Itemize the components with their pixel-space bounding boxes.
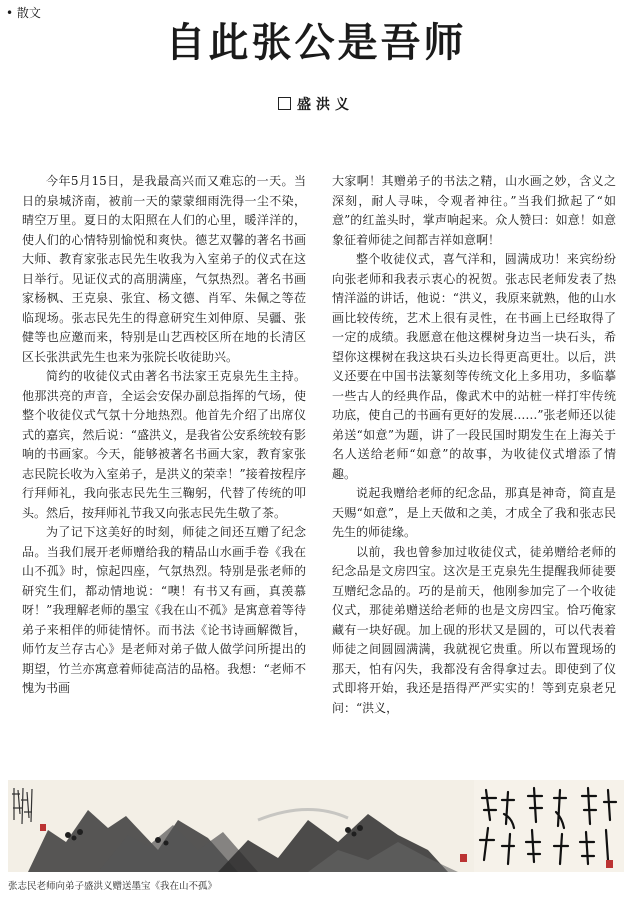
- paragraph: 以前，我也曾参加过收徒仪式，徒弟赠给老师的纪念品是文房四宝。这次是王克泉先生提醒我师徒要互赠纪念品的。巧的是前天，他刚参加完了一个收徒仪式，那徒弟赠送给老师的也是文房四宝。恰巧俺家藏有一块好砚。加上砚的形状又是圆的，可以代表着师徒之间圆圆满满，我就视它贵重。所以布置现场的那天，怕有闪失，我都没有舍得拿过去。即使到了仪式即将开始，我还是捂得严严实实的！等到克泉老兄问：“洪义，: [332, 544, 616, 715]
- paragraph: 大家啊！其赠弟子的书法之精，山水画之妙，含义之深刻，耐人寻味，令观者神往。”当我们掀起了“如意”的红盖头时，掌声响起来。众人赞曰：如意！如意象征着师徒之间都吉祥如意啊！: [332, 174, 616, 247]
- paragraph: 说起我赠给老师的纪念品，那真是神奇，简直是天赐“如意”，是上天做和之美，才成全了我和张志民先生的师徒缘。: [332, 486, 616, 539]
- paragraph: 为了记下这美好的时刻，师徒之间还互赠了纪念品。当我们展开老师赠给我的精品山水画手卷《我在山不孤》时，惊起四座，气氛热烈。特别是张老师的研究生们，都动情地说：“噢！有书又有画，真羡慕呀！”我理解老师的墨宝《我在山不孤》是寓意着等待弟子来相伴的师徒情怀。而书法《论书诗画解微旨，师竹友兰存古心》是老师对弟子做人做学问所提出的期望，竹兰亦寓意着师徒高洁的品格。我想：“老师不愧为书画: [22, 525, 306, 695]
- image-caption: 张志民老师向弟子盛洪义赠送墨宝《我在山不孤》: [8, 881, 218, 892]
- byline-square-icon: [278, 97, 291, 110]
- author-name: 盛洪义: [297, 97, 354, 113]
- paragraph: 今年5月15日，是我最高兴而又难忘的一天。当日的泉城济南，被前一天的蒙蒙细雨洗得一尘不染，晴空万里。夏日的太阳照在人们的心里，暖洋洋的，使人们的心情特别愉悦和爽快。德艺双馨的著名书画大师、教育家张志民先生收我为入室弟子的仪式在这日举行。见证仪式的高朋满座，气氛热烈。著名书画家杨枫、王克泉、张宜、杨文德、肖军、朱佩之等莅临现场。张志民先生的得意研究生刘伸原、吴疆、张健等也应邀而来，特别是山艺西校区所在地的长清区区长张洪武先生也来为张院长收徒助兴。: [22, 174, 306, 364]
- artwork-image: [8, 780, 624, 872]
- paragraph: 简约的收徒仪式由著名书法家王克泉先生主持。他那洪亮的声音，全运会安保办副总指挥的气场，使整个收徒仪式气氛十分地热烈。他首先介绍了出席仪式的嘉宾，然后说：“盛洪义，是我省公安系统较有影响的书画家。今天，能够被著名书画大家，教育家张志民院长收为入室弟子，是洪义的荣幸！”接着按程序行拜师礼，我向张志民先生三鞠躬，代替了传统的叩头。然后，按拜师礼节我又向张志民先生敬了茶。: [22, 369, 306, 520]
- section-label: • 散文: [6, 6, 41, 20]
- article-title: 自此张公是吾师: [165, 19, 467, 66]
- landscape-scroll-painting: [8, 780, 624, 872]
- paragraph: 整个收徒仪式，喜气洋和，圆满成功！来宾纷纷向张老师和我表示衷心的祝贺。张志民老师发表了热情洋溢的讲话，他说：“洪义，我原来就熟，他的山水画比较传统，艺术上很有灵性，在书画上已经取得了一定的成绩。我愿意在他这棵树身边当一块石头，希望你这棵树在我这块石头边长得更高更壮。以后，洪义还要在中国书法篆刻等传统文化上多用功，多临摹一些古人的经典作品，像武术中的站桩一样打牢传统功底，使自己的书画有更好的发展……”张老师还以徒弟送“如意”为题，讲了一段民国时期发生在上海关于名人送给老师“如意”的故事，为收徒仪式增添了情趣。: [332, 252, 616, 481]
- byline: [0, 94, 632, 114]
- right-column: [332, 172, 616, 776]
- left-column: [22, 172, 306, 776]
- section-label-text: 散文: [16, 6, 41, 20]
